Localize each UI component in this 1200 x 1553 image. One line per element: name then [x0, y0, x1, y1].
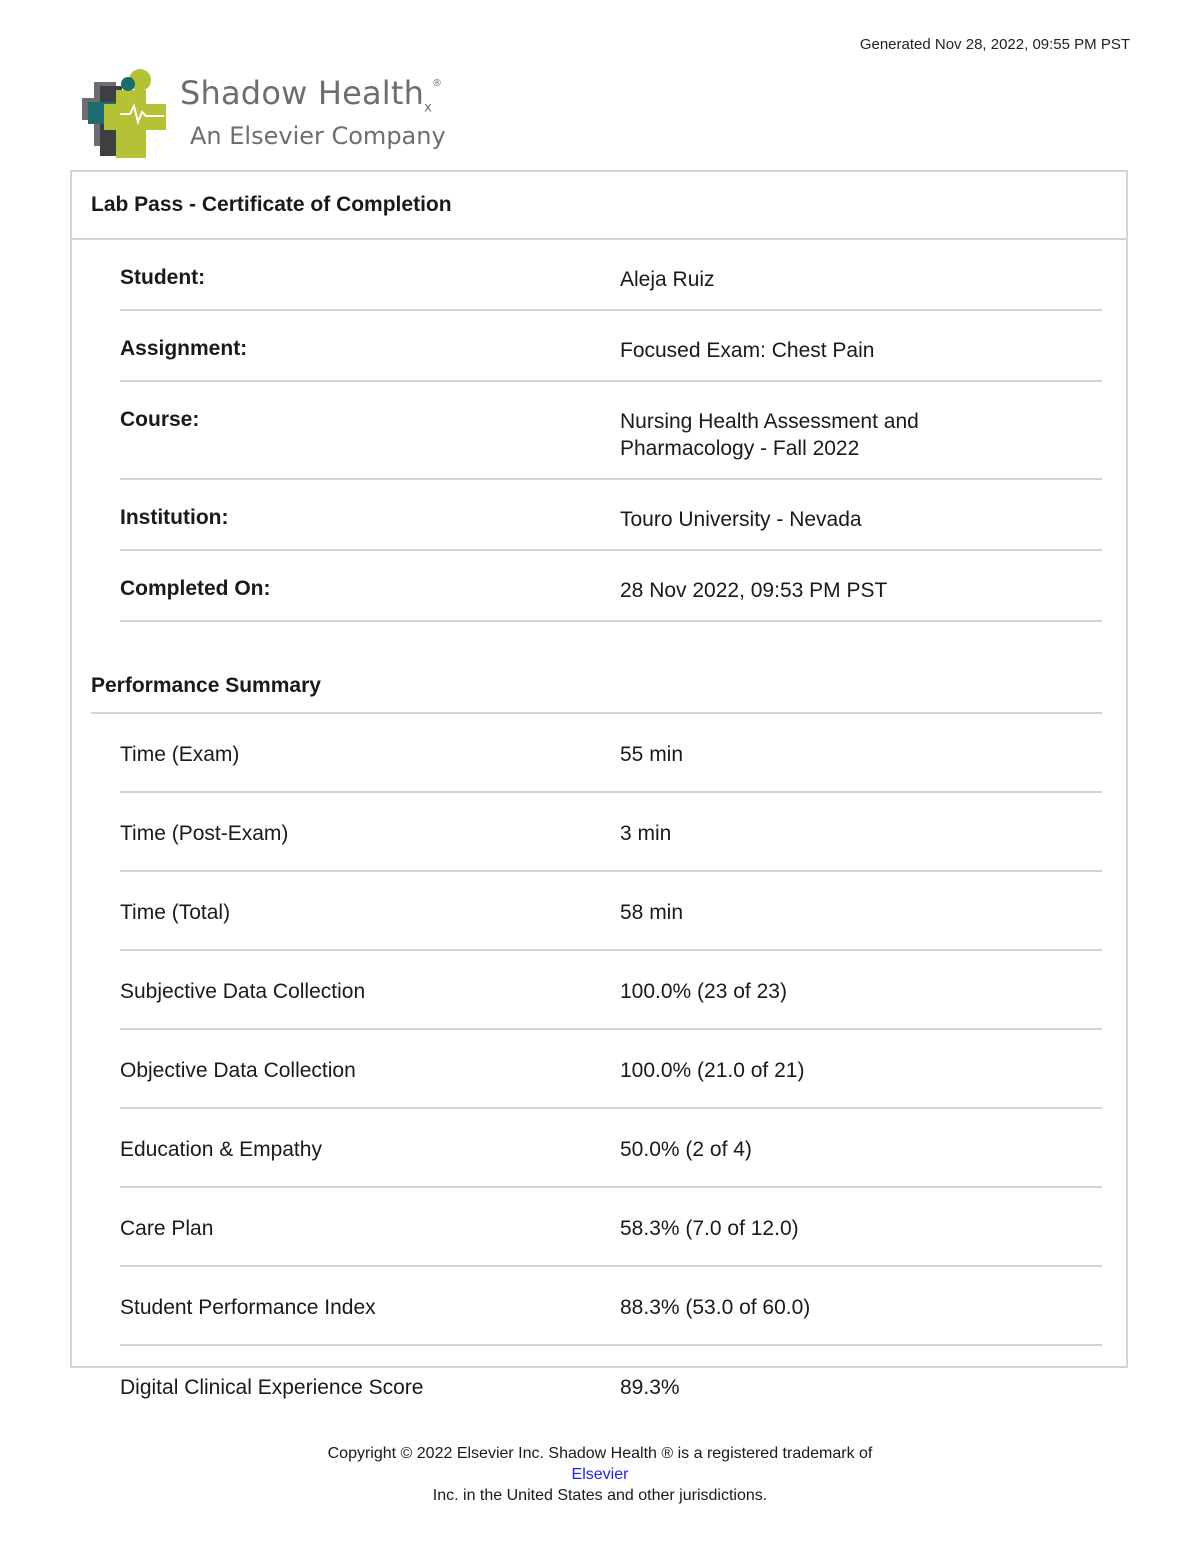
perf-value: 100.0% (23 of 23)	[620, 980, 787, 1003]
info-row-course	[120, 382, 1102, 480]
copyright-line: Copyright © 2022 Elsevier Inc. Shadow Health ® is a registered trademark of	[327, 1445, 873, 1462]
info-label: Completed On:	[120, 577, 271, 600]
perf-row	[120, 1188, 1102, 1267]
perf-row	[120, 951, 1102, 1030]
copyright-footer	[0, 1443, 1200, 1506]
generated-timestamp: Generated Nov 28, 2022, 09:55 PM PST	[859, 36, 1130, 53]
perf-label: Time (Post-Exam)	[120, 821, 289, 845]
perf-row	[120, 1030, 1102, 1109]
info-row-institution	[120, 480, 1102, 551]
info-value: Focused Exam: Chest Pain	[620, 339, 875, 362]
info-label: Course:	[120, 408, 200, 431]
performance-summary-title: Performance Summary	[91, 622, 1102, 714]
perf-label: Objective Data Collection	[120, 1058, 356, 1082]
shadow-health-logo	[80, 68, 460, 163]
perf-value: 55 min	[620, 743, 684, 766]
certificate-title: Lab Pass - Certificate of Completion	[72, 172, 1126, 240]
info-value: Aleja Ruiz	[620, 268, 715, 291]
perf-label: Digital Clinical Experience Score	[120, 1375, 424, 1399]
perf-value: 58 min	[620, 901, 684, 924]
perf-value: 100.0% (21.0 of 21)	[620, 1059, 805, 1082]
perf-label: Time (Exam)	[120, 742, 240, 766]
perf-label: Care Plan	[120, 1216, 214, 1240]
shadow-health-logo-icon	[80, 68, 170, 160]
perf-value: 50.0% (2 of 4)	[620, 1138, 752, 1161]
perf-label: Student Performance Index	[120, 1295, 376, 1319]
info-row-assignment	[120, 311, 1102, 382]
perf-row	[120, 1267, 1102, 1346]
perf-row	[120, 793, 1102, 872]
performance-summary-table	[120, 714, 1102, 1425]
perf-label: Subjective Data Collection	[120, 979, 366, 1003]
jurisdiction-line: Inc. in the United States and other jurisdictions.	[432, 1487, 768, 1504]
info-label: Institution:	[120, 506, 229, 529]
info-label: Assignment:	[120, 337, 248, 360]
perf-row	[120, 872, 1102, 951]
perf-value: 3 min	[620, 822, 672, 845]
info-value: 28 Nov 2022, 09:53 PM PST	[620, 579, 888, 602]
perf-label: Education & Empathy	[120, 1137, 322, 1161]
perf-value: 88.3% (53.0 of 60.0)	[620, 1296, 811, 1319]
elsevier-link[interactable]: Elsevier	[571, 1466, 629, 1483]
brand-tagline: An Elsevier Company	[190, 122, 446, 150]
brand-name: Shadow Health$_x$®	[180, 74, 443, 116]
perf-row	[120, 714, 1102, 793]
certificate-card	[70, 170, 1128, 1399]
perf-row	[120, 1109, 1102, 1188]
info-row-completed-on	[120, 551, 1102, 622]
perf-row	[120, 1346, 1102, 1425]
info-value: Touro University - Nevada	[620, 508, 862, 531]
perf-label: Time (Total)	[120, 900, 231, 924]
perf-value: 58.3% (7.0 of 12.0)	[620, 1217, 799, 1240]
certificate-info-table	[120, 240, 1102, 622]
perf-value: 89.3%	[620, 1376, 680, 1399]
info-value: Nursing Health Assessment and Pharmacology - Fall 2022	[620, 410, 919, 460]
info-label: Student:	[120, 266, 206, 289]
info-row-student	[120, 240, 1102, 311]
